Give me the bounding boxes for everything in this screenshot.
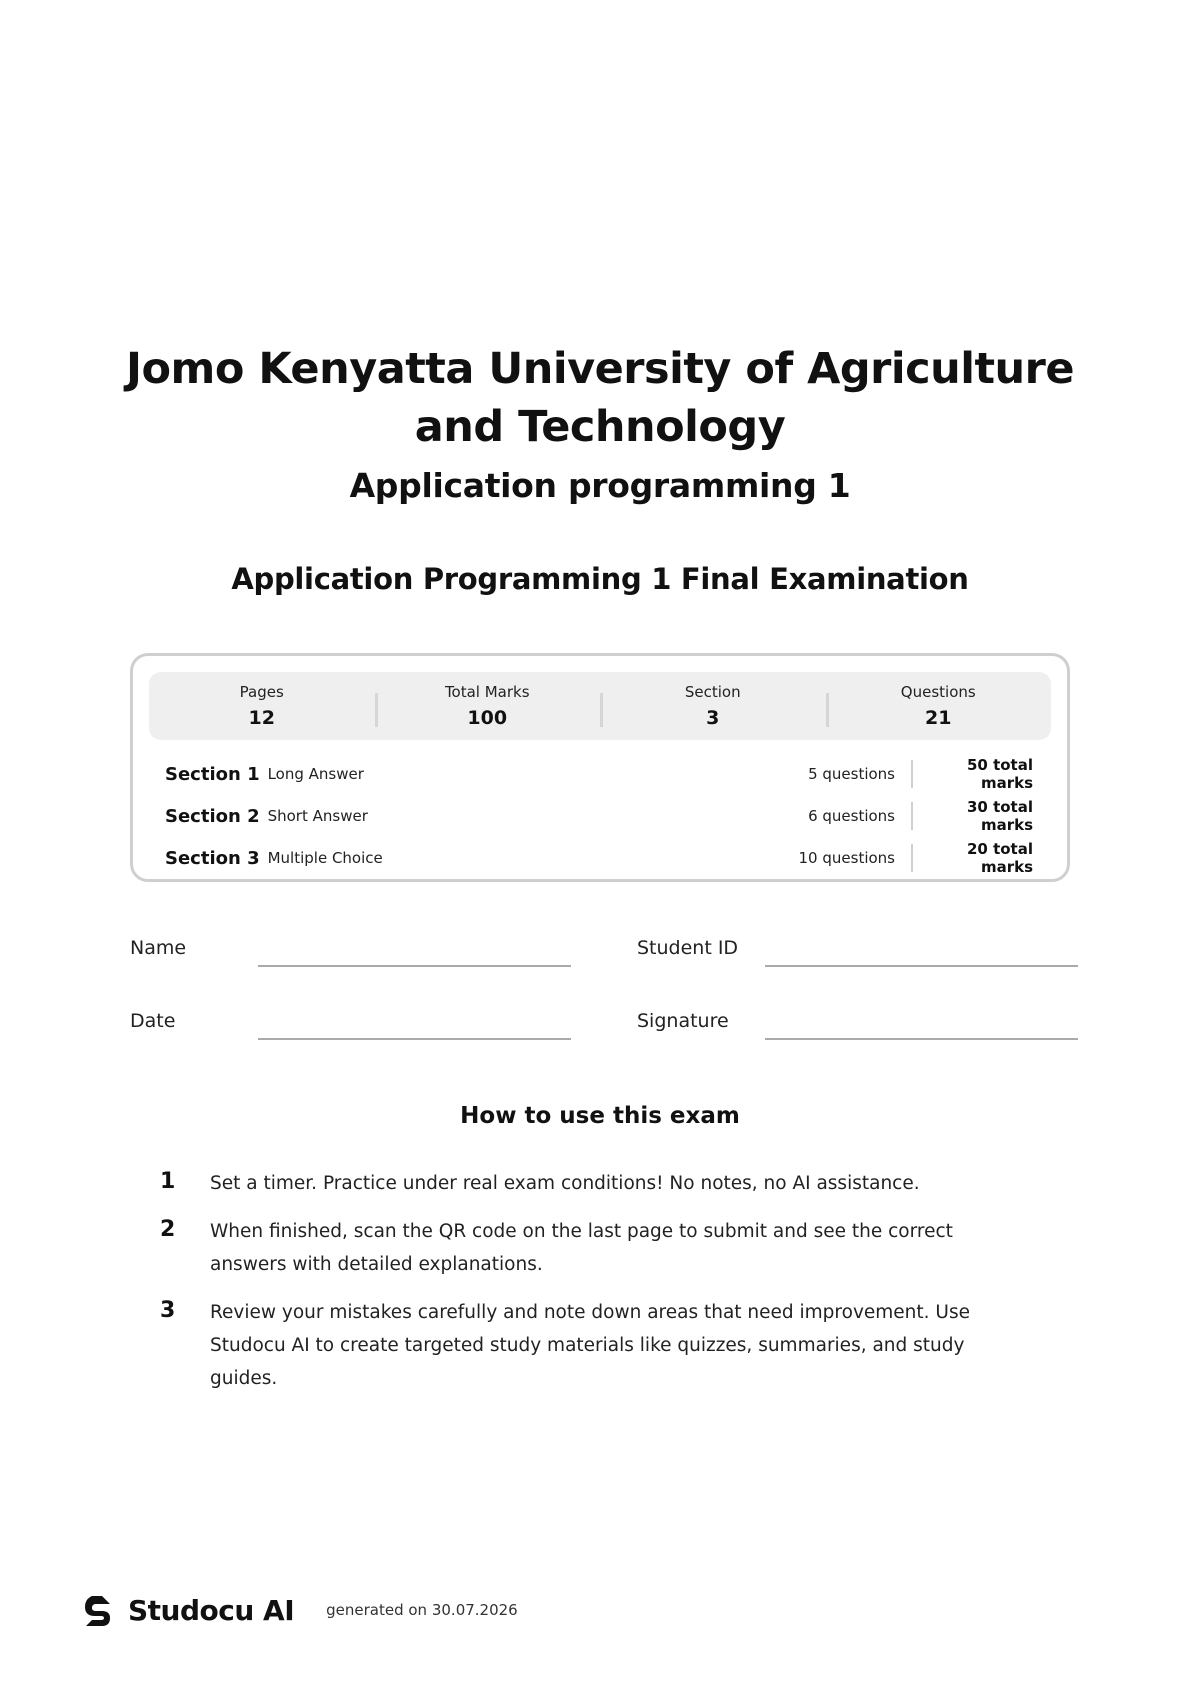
step-number: 2 xyxy=(160,1217,176,1242)
section-row-3 xyxy=(165,840,1033,876)
section-type: Multiple Choice xyxy=(267,849,383,867)
section-name: Section 2 xyxy=(165,805,260,827)
section-question-count: 5 questions xyxy=(808,760,913,788)
stat-label: Pages xyxy=(239,683,284,701)
generated-date: generated on 30.07.2026 xyxy=(326,1601,518,1619)
stat-section xyxy=(600,683,826,729)
student-id-field[interactable] xyxy=(765,965,1078,967)
step-number: 3 xyxy=(160,1298,176,1323)
name-field[interactable] xyxy=(258,965,571,967)
student-id-label: Student ID xyxy=(637,937,739,959)
stats-bar xyxy=(149,672,1051,740)
course-title: Application programming 1 xyxy=(349,466,851,505)
stat-total-marks xyxy=(375,683,601,729)
section-row-2 xyxy=(165,798,1033,834)
footer xyxy=(80,1590,518,1630)
stat-value: 21 xyxy=(925,707,952,729)
section-question-count: 6 questions xyxy=(808,802,913,830)
section-question-count: 10 questions xyxy=(799,844,913,872)
section-type: Short Answer xyxy=(267,807,368,825)
signature-label: Signature xyxy=(637,1010,729,1032)
step-text: Review your mistakes carefully and note down areas that need improvement. Use Studocu AI to create targeted study materials like quizzes, summaries, and study guides. xyxy=(210,1302,970,1389)
stat-value: 3 xyxy=(706,707,720,729)
stat-questions xyxy=(826,683,1052,729)
section-row-1 xyxy=(165,756,1033,792)
studocu-logo-icon xyxy=(80,1592,116,1628)
signature-field[interactable] xyxy=(765,1038,1078,1040)
stat-label: Questions xyxy=(900,683,976,701)
section-name: Section 1 xyxy=(165,763,260,785)
stat-label: Total Marks xyxy=(444,683,530,701)
university-title: Jomo Kenyatta University of Agriculture and Technology xyxy=(126,344,1074,452)
stat-label: Section xyxy=(684,683,741,701)
section-marks: 50 total marks xyxy=(966,756,1033,792)
brand-name: Studocu AI xyxy=(128,1593,295,1627)
exam-title: Application Programming 1 Final Examination xyxy=(231,562,969,596)
exam-summary-box xyxy=(130,653,1070,882)
step-text: When finished, scan the QR code on the last page to submit and see the correct answers with detailed explanations. xyxy=(210,1221,953,1275)
section-type: Long Answer xyxy=(267,765,364,783)
section-marks: 20 total marks xyxy=(966,840,1033,876)
howto-title: How to use this exam xyxy=(460,1103,740,1129)
step-number: 1 xyxy=(160,1169,176,1194)
name-label: Name xyxy=(130,937,187,959)
stat-value: 12 xyxy=(248,707,275,729)
stat-pages xyxy=(149,683,375,729)
section-marks: 30 total marks xyxy=(966,798,1033,834)
step-text: Set a timer. Practice under real exam conditions! No notes, no AI assistance. xyxy=(210,1173,920,1194)
section-name: Section 3 xyxy=(165,847,260,869)
date-field[interactable] xyxy=(258,1038,571,1040)
date-label: Date xyxy=(130,1010,176,1032)
stat-value: 100 xyxy=(467,707,508,729)
